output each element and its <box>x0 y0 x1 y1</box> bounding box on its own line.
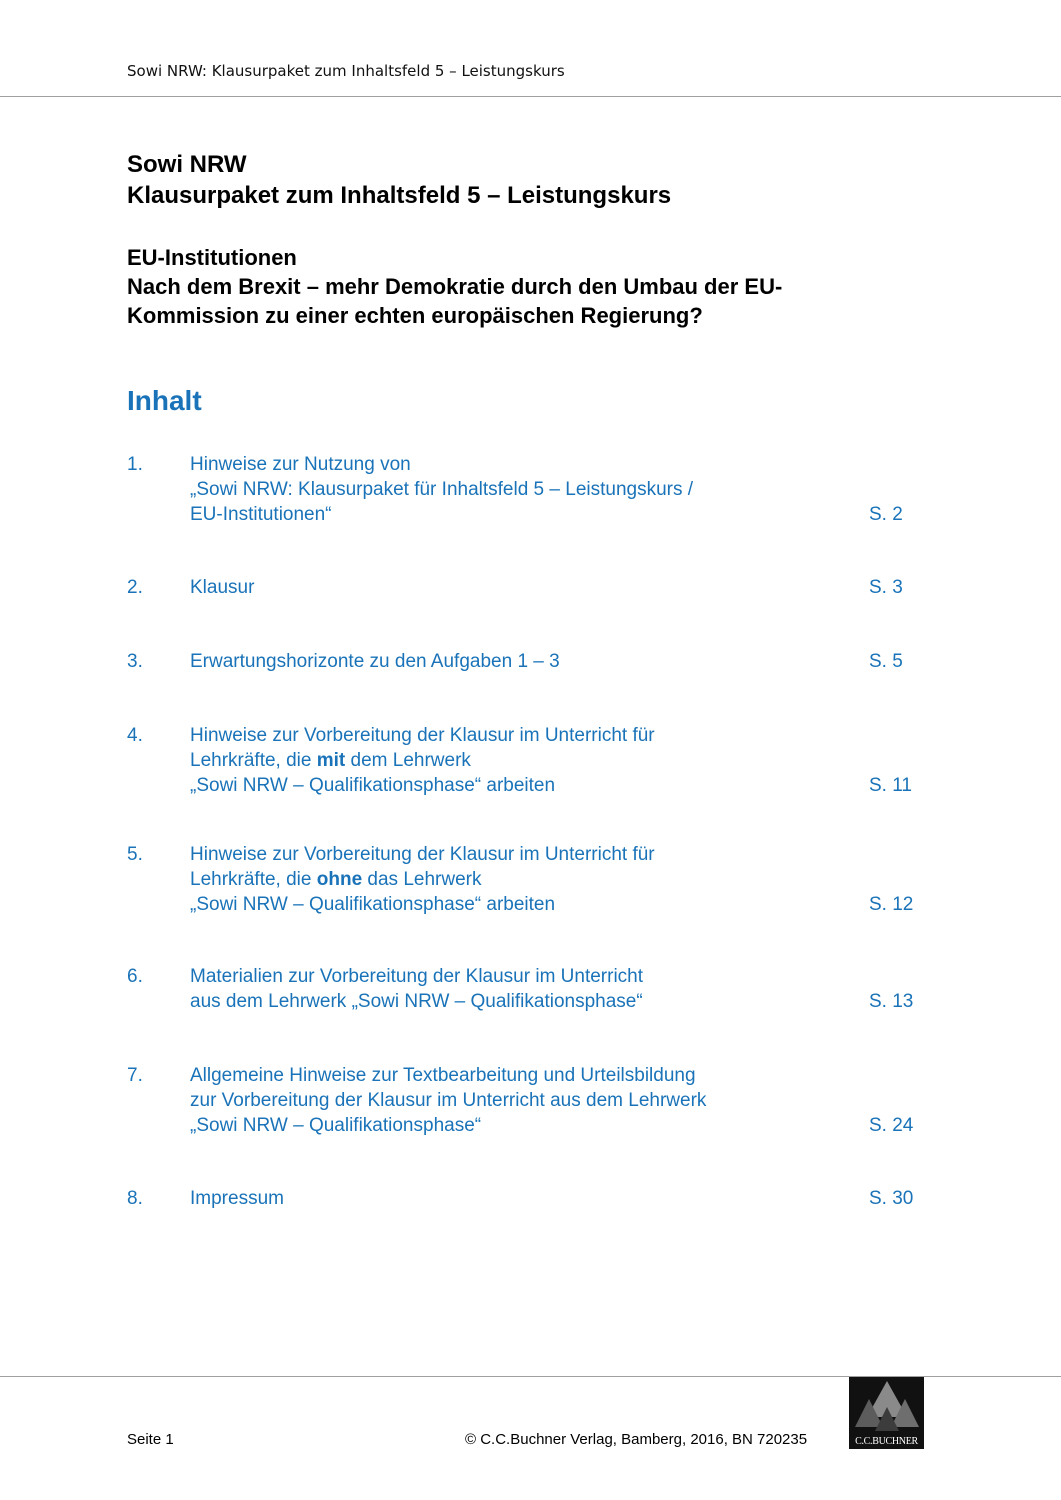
toc-item-page: S. 12 <box>869 894 914 915</box>
toc-item-text <box>190 1186 830 1211</box>
subtitle-line-2: Nach dem Brexit – mehr Demokratie durch den Umbau der EU- <box>127 274 783 299</box>
toc-item-line: Hinweise zur Nutzung von <box>190 454 411 475</box>
toc-item-line <box>190 867 830 892</box>
toc-item-line: „Sowi NRW – Qualifikationsphase“ arbeiten <box>190 894 556 915</box>
document-title <box>127 150 671 212</box>
toc-item-number: 7. <box>127 1065 143 1086</box>
toc-item-page: S. 11 <box>869 775 912 796</box>
toc-item-line: Hinweise zur Vorbereitung der Klausur im Unterricht für <box>190 844 655 865</box>
title-line-1: Sowi NRW <box>127 151 247 178</box>
toc-item-line: zur Vorbereitung der Klausur im Unterricht aus dem Lehrwerk <box>190 1090 707 1111</box>
toc-item-text <box>190 452 830 527</box>
toc-item-text <box>190 723 830 798</box>
toc-item-line: „Sowi NRW – Qualifikationsphase“ arbeiten <box>190 775 556 796</box>
toc-item-line: Impressum <box>190 1188 284 1209</box>
toc-item-line-part: Lehrkräfte, die <box>190 869 317 890</box>
toc-item-line: Klausur <box>190 577 255 598</box>
toc-item-text <box>190 964 830 1014</box>
toc-item-number: 4. <box>127 725 143 746</box>
subtitle-line-3: Kommission zu einer echten europäischen Regierung? <box>127 303 703 328</box>
toc-item-line: Allgemeine Hinweise zur Textbearbeitung und Urteilsbildung <box>190 1065 696 1086</box>
header-divider <box>0 96 1061 97</box>
toc-item-page: S. 3 <box>869 577 903 598</box>
toc-heading: Inhalt <box>127 385 202 416</box>
toc-item-page: S. 24 <box>869 1115 914 1136</box>
toc-item-number: 6. <box>127 966 143 987</box>
toc-item-number: 1. <box>127 454 143 475</box>
title-line-2: Klausurpaket zum Inhaltsfeld 5 – Leistungskurs <box>127 182 672 209</box>
logo-text: C.C.BUCHNER <box>855 1436 918 1447</box>
toc-item-text <box>190 575 830 600</box>
toc-item-emphasis: mit <box>316 750 346 771</box>
toc-item-number: 3. <box>127 651 143 672</box>
copyright-notice: © C.C.Buchner Verlag, Bamberg, 2016, BN 720235 <box>465 1431 808 1448</box>
toc-item-text <box>190 1063 830 1138</box>
toc-item-emphasis: ohne <box>316 869 363 890</box>
subtitle-line-1: EU-Institutionen <box>127 245 297 270</box>
toc-item-text <box>190 649 830 674</box>
toc-item-line: Hinweise zur Vorbereitung der Klausur im Unterricht für <box>190 725 655 746</box>
toc-item-page: S. 30 <box>869 1188 914 1209</box>
toc-item-number: 5. <box>127 844 143 865</box>
document-subtitle <box>127 243 907 330</box>
toc-item-line-part: Lehrkräfte, die <box>190 750 317 771</box>
toc-item-line-part: dem Lehrwerk <box>345 750 471 771</box>
toc-item-line: „Sowi NRW: Klausurpaket für Inhaltsfeld 5 – Leistungskurs / <box>190 479 694 500</box>
toc-item-page: S. 13 <box>869 991 914 1012</box>
running-header: Sowi NRW: Klausurpaket zum Inhaltsfeld 5 – Leistungskurs <box>127 62 565 80</box>
toc-item-number: 2. <box>127 577 143 598</box>
publisher-logo <box>849 1377 924 1449</box>
page-number: Seite 1 <box>127 1431 174 1448</box>
toc-item-page: S. 5 <box>869 651 903 672</box>
toc-item-line: EU-Institutionen“ <box>190 504 332 525</box>
toc-item-line-part: das Lehrwerk <box>362 869 482 890</box>
toc-item-line: „Sowi NRW – Qualifikationsphase“ <box>190 1115 482 1136</box>
toc-item-page: S. 2 <box>869 504 903 525</box>
toc-item-line: Erwartungshorizonte zu den Aufgaben 1 – 3 <box>190 651 560 672</box>
toc-item-line: Materialien zur Vorbereitung der Klausur im Unterricht <box>190 966 644 987</box>
toc-item-text <box>190 842 830 917</box>
toc-item-line <box>190 748 830 773</box>
toc-item-number: 8. <box>127 1188 143 1209</box>
toc-item-line: aus dem Lehrwerk „Sowi NRW – Qualifikationsphase“ <box>190 991 643 1012</box>
